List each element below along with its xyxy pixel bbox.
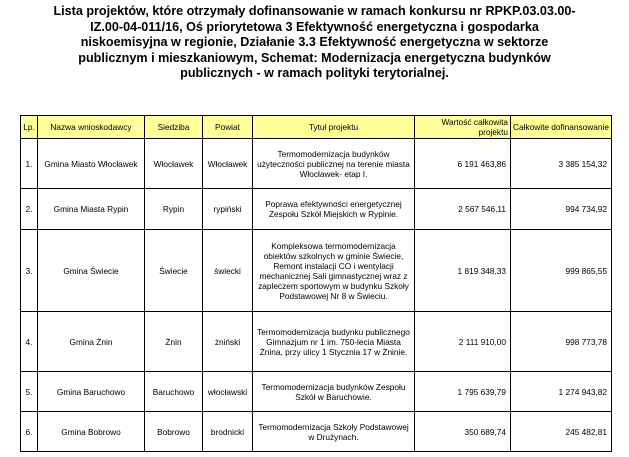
cell-seat: Rypin bbox=[145, 189, 203, 230]
cell-total-value: 2 111 910,00 bbox=[415, 312, 511, 372]
cell-project-title: Kompleksowa termomodernizacja obiektów szkolnych w gminie Świecie, Remont instalacji CO i wentylacji mechanicznej Sali gimnastycznej wraz z zapleczem sportowym w budynku Szkoły Podstawowej Nr 8 w Świeciu. bbox=[253, 230, 415, 312]
cell-total-funding: 994 734,92 bbox=[511, 189, 612, 230]
table-header-row bbox=[21, 116, 612, 139]
cell-project-title: Poprawa efektywności energetycznej Zespołu Szkół Miejskich w Rypinie. bbox=[253, 189, 415, 230]
cell-seat: Baruchowo bbox=[145, 372, 203, 412]
cell-county: rypiński bbox=[203, 189, 253, 230]
cell-project-title: Termomodernizacja Szkoły Podstawowej w Drużynach. bbox=[253, 412, 415, 452]
cell-total-funding: 1 274 943,82 bbox=[511, 372, 612, 412]
cell-total-value: 1 795 639,79 bbox=[415, 372, 511, 412]
cell-lp: 6. bbox=[21, 412, 38, 452]
cell-applicant: Gmina Świecie bbox=[38, 230, 145, 312]
cell-seat: Świecie bbox=[145, 230, 203, 312]
title-line: niskoemisyjna w regionie, Działanie 3.3 Efektywność energetyczna w sektorze bbox=[80, 35, 549, 49]
cell-seat: Włocławek bbox=[145, 139, 203, 189]
cell-lp: 1. bbox=[21, 139, 38, 189]
cell-total-value: 2 567 546,11 bbox=[415, 189, 511, 230]
cell-lp: 3. bbox=[21, 230, 38, 312]
cell-total-funding: 3 385 154,32 bbox=[511, 139, 612, 189]
projects-table bbox=[20, 115, 612, 452]
cell-total-value: 350 689,74 bbox=[415, 412, 511, 452]
title-line: publicznych - w ramach polityki terytorialnej. bbox=[180, 66, 449, 80]
cell-lp: 5. bbox=[21, 372, 38, 412]
cell-project-title: Termomodernizacja budynków użyteczności publicznej na terenie miasta Włocławek- etap I. bbox=[253, 139, 415, 189]
header-county: Powiat bbox=[203, 116, 253, 139]
table-row bbox=[21, 230, 612, 312]
table-row bbox=[21, 412, 612, 452]
cell-project-title: Termomodernizacja budynków Zespołu Szkół w Baruchowie. bbox=[253, 372, 415, 412]
cell-total-value: 6 191 463,86 bbox=[415, 139, 511, 189]
cell-county: żniński bbox=[203, 312, 253, 372]
table-row bbox=[21, 139, 612, 189]
cell-total-funding: 245 482,81 bbox=[511, 412, 612, 452]
header-lp: Lp. bbox=[21, 116, 38, 139]
cell-project-title: Termomodernizacja budynku publicznego Gimnazjum nr 1 im. 750-lecia Miasta Żnina, przy ulicy 1 Stycznia 17 w Żninie. bbox=[253, 312, 415, 372]
header-project-title: Tytuł projektu bbox=[253, 116, 415, 139]
cell-total-funding: 999 865,55 bbox=[511, 230, 612, 312]
cell-lp: 4. bbox=[21, 312, 38, 372]
cell-county: brodnicki bbox=[203, 412, 253, 452]
title-line: IZ.00-04-011/16, Oś priorytetowa 3 Efektywność energetyczna i gospodarka bbox=[90, 19, 539, 34]
cell-lp: 2. bbox=[21, 189, 38, 230]
title-line: Lista projektów, które otrzymały dofinansowanie w ramach konkursu nr RPKP.03.03.00- bbox=[53, 4, 576, 18]
table-row bbox=[21, 372, 612, 412]
table-row bbox=[21, 312, 612, 372]
cell-total-value: 1 819 348,33 bbox=[415, 230, 511, 312]
cell-applicant: Gmina Baruchowo bbox=[38, 372, 145, 412]
header-applicant: Nazwa wnioskodawcy bbox=[38, 116, 145, 139]
header-seat: Siedziba bbox=[145, 116, 203, 139]
cell-applicant: Gmina Bobrowo bbox=[38, 412, 145, 452]
header-total-funding: Całkowite dofinansowanie bbox=[511, 116, 612, 139]
cell-total-funding: 998 773,78 bbox=[511, 312, 612, 372]
title-line: publicznym i mieszkaniowym, Schemat: Modernizacja energetyczna budynków bbox=[78, 50, 551, 65]
document-title bbox=[8, 4, 621, 82]
header-total-value: Wartość całkowita projektu bbox=[415, 116, 511, 139]
cell-applicant: Gmina Miasta Rypin bbox=[38, 189, 145, 230]
cell-applicant: Gmina Miasto Włocławek bbox=[38, 139, 145, 189]
cell-applicant: Gmina Żnin bbox=[38, 312, 145, 372]
table-row bbox=[21, 189, 612, 230]
cell-seat: Żnin bbox=[145, 312, 203, 372]
cell-county: świecki bbox=[203, 230, 253, 312]
cell-county: włocławski bbox=[203, 372, 253, 412]
cell-county: Włocławek bbox=[203, 139, 253, 189]
cell-seat: Bobrowo bbox=[145, 412, 203, 452]
